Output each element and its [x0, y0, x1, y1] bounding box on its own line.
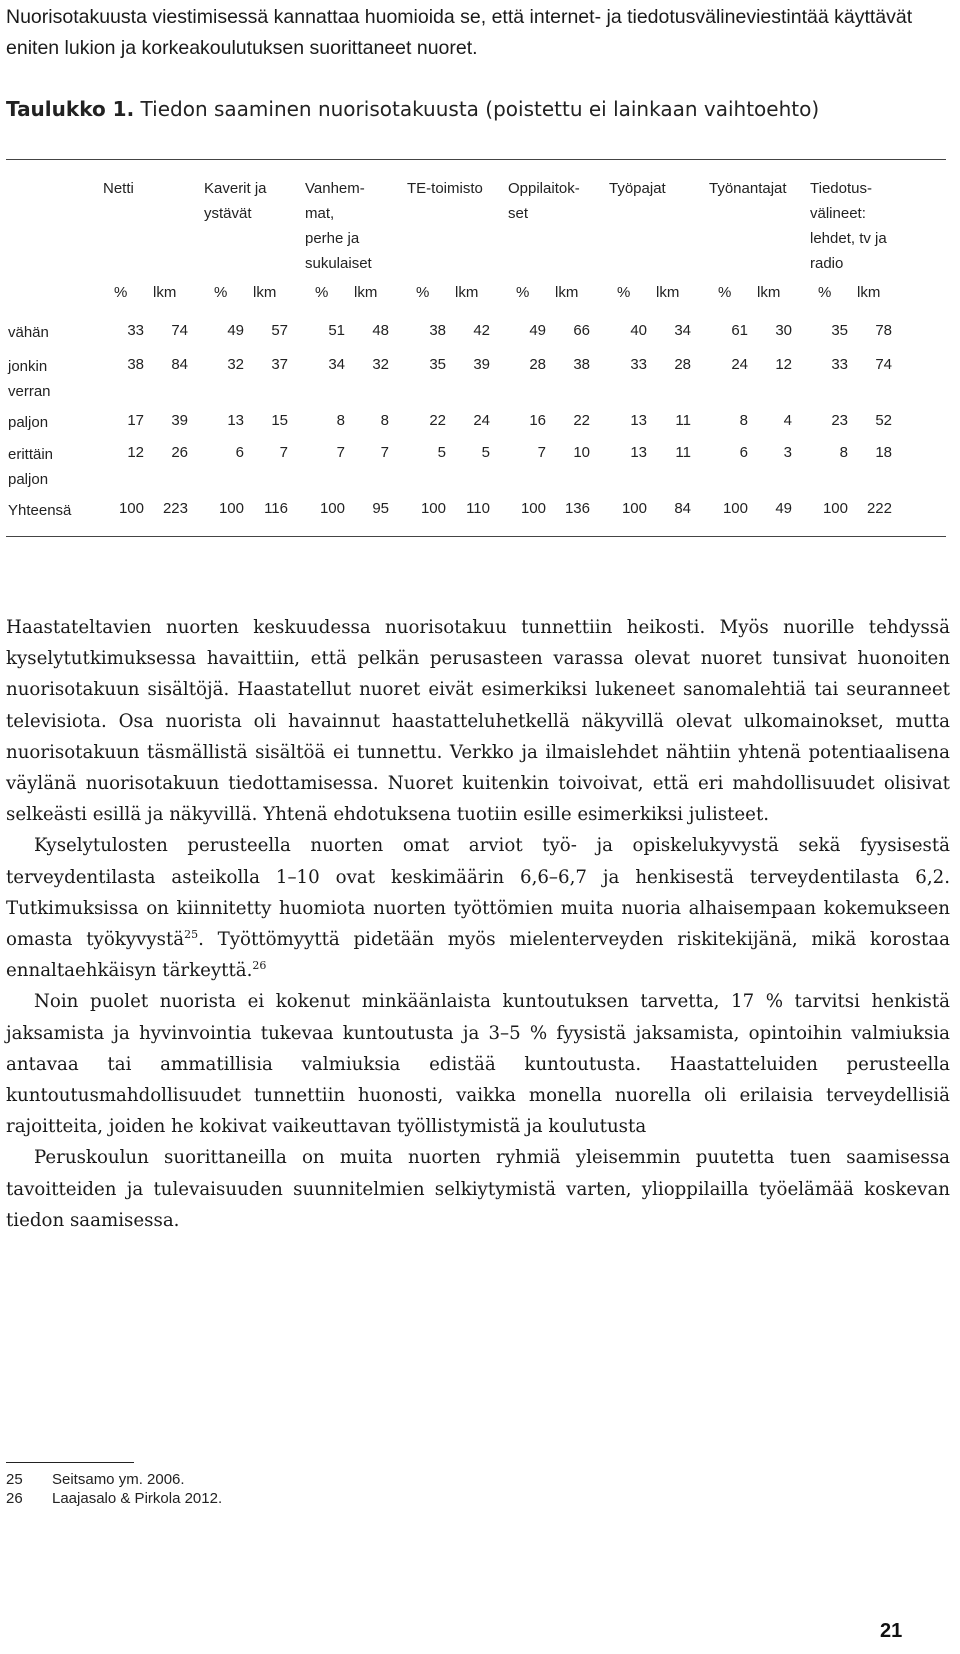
- table-cell: 38: [127, 356, 144, 373]
- table-cell: 8: [739, 412, 748, 429]
- sub-header-count: lkm: [757, 284, 781, 301]
- column-header-line: Netti: [103, 180, 134, 197]
- table-cell: 49: [529, 322, 546, 339]
- body-text: [6, 612, 950, 1236]
- table-cell: 42: [473, 322, 490, 339]
- table-cell: 116: [264, 500, 288, 517]
- table-cell: 40: [630, 322, 647, 339]
- column-header: [305, 176, 372, 276]
- paragraph-3: Noin puolet nuorista ei kokenut minkäänlaista kuntoutuksen tarvetta, 17 % tarvitsi henkistä jaksamista ja hyvinvointia tukevaa kuntoutusta ja 3–5 % fyysistä jaksamista, opintoihin valmiuksia antavaa tai ammatillisia valmiuksia edistää kuntoutusta. Haastatteluiden perusteella kuntoutusmahdollisuudet tunnettiin huonosti, vaikka monella nuorella oli erilaisia terveydellisiä rajoitteita, joiden he kokivat vaikeuttavan työllistymistä ja koulutusta: [6, 991, 950, 1138]
- table-cell: 34: [328, 356, 345, 373]
- footnote-ref-26: 26: [252, 959, 267, 973]
- row-label-line: verran: [8, 383, 51, 400]
- footnote-ref-25: 25: [184, 927, 199, 941]
- table-cell: 74: [875, 356, 892, 373]
- sub-header-count: lkm: [656, 284, 680, 301]
- sub-header-count: lkm: [455, 284, 479, 301]
- table-cell: 32: [227, 356, 244, 373]
- sub-header-percent: %: [718, 284, 732, 301]
- table-cell: 5: [481, 444, 490, 461]
- table-cell: 222: [866, 500, 892, 517]
- table-cell: 48: [372, 322, 389, 339]
- table-cell: 23: [831, 412, 848, 429]
- table-cell: 33: [831, 356, 848, 373]
- table-cell: 32: [372, 356, 389, 373]
- column-header-line: set: [508, 205, 529, 222]
- paragraph-2-text-b: . Työttömyyttä pidetään myös mielenterveyden riskitekijänä, mikä korostaa ennaltaehkäisyn tärkeyttä.: [6, 929, 950, 982]
- table-cell: 57: [271, 322, 288, 339]
- column-header: [204, 176, 267, 226]
- table-cell: 7: [537, 444, 546, 461]
- table-cell: 12: [127, 444, 144, 461]
- footnote-number: 25: [6, 1471, 23, 1488]
- sub-header-count: lkm: [354, 284, 378, 301]
- column-header-line: Tiedotus-: [810, 180, 872, 197]
- table-cell: 6: [235, 444, 244, 461]
- table-cell: 7: [336, 444, 345, 461]
- table-cell: 100: [621, 500, 647, 517]
- table-cell: 52: [875, 412, 892, 429]
- table-cell: 100: [722, 500, 748, 517]
- table-cell: 35: [831, 322, 848, 339]
- table-cell: 100: [319, 500, 345, 517]
- row-label: [8, 498, 71, 523]
- paragraph-2-text-a: Kyselytulosten perusteella nuorten omat arviot työ- ja opiskelukyvystä sekä fyysisestä terveydentilasta asteikolla 1–10 ovat keskimäärin 6,6–6,7 ja henkisestä terveydentilasta 6,2. Tutkimuksissa on kiinnitetty huomiota nuorten työttömien muita nuoria alhaisempaan kokemukseen omasta työkyvystä: [6, 835, 950, 951]
- table-cell: 38: [429, 322, 446, 339]
- table-cell: 100: [118, 500, 144, 517]
- sub-header-count: lkm: [153, 284, 177, 301]
- table-cell: 110: [466, 500, 490, 517]
- table-cell: 24: [731, 356, 748, 373]
- row-label: [8, 442, 53, 492]
- table-caption: [6, 94, 946, 125]
- page-number: 21: [880, 1620, 903, 1642]
- table-cell: 8: [380, 412, 389, 429]
- footnote-text: Seitsamo ym. 2006.: [52, 1471, 185, 1488]
- table-cell: 11: [675, 412, 691, 429]
- row-label-line: Yhteensä: [8, 502, 72, 519]
- table-cell: 3: [783, 444, 792, 461]
- footnote-number: 26: [6, 1490, 23, 1507]
- table-cell: 11: [675, 444, 691, 461]
- column-header: [103, 176, 134, 201]
- sub-header-count: lkm: [555, 284, 579, 301]
- column-header-line: Työpajat: [609, 180, 666, 197]
- table-cell: 100: [420, 500, 446, 517]
- table-cell: 30: [775, 322, 792, 339]
- sub-header-percent: %: [617, 284, 631, 301]
- footnote-26: [6, 1489, 222, 1508]
- column-header-line: Kaverit ja: [204, 180, 267, 197]
- row-label-line: paljon: [8, 471, 49, 488]
- table-cell: 100: [822, 500, 848, 517]
- table-cell: 28: [674, 356, 691, 373]
- table-cell: 34: [674, 322, 691, 339]
- sub-header-count: lkm: [857, 284, 881, 301]
- column-header-line: lehdet, tv ja: [810, 230, 887, 247]
- table-cell: 66: [573, 322, 590, 339]
- table-cell: 49: [775, 500, 792, 517]
- table-cell: 24: [473, 412, 490, 429]
- paragraph-4: Peruskoulun suorittaneilla on muita nuorten ryhmiä yleisemmin puutetta tuen saamisessa tavoitteiden ja tulevaisuuden suunnitelmien selkiytymistä varten, ylioppilailla työelämää koskevan tiedon saamisessa.: [6, 1147, 950, 1231]
- table-caption-label: Taulukko 1.: [6, 97, 135, 121]
- column-header-line: radio: [810, 255, 844, 272]
- table-cell: 12: [775, 356, 792, 373]
- sub-header-percent: %: [416, 284, 430, 301]
- column-header-line: Oppilaitok-: [508, 180, 580, 197]
- table-cell: 18: [875, 444, 892, 461]
- table-cell: 51: [328, 322, 345, 339]
- table-bottom-rule: [6, 536, 946, 537]
- sub-header-percent: %: [516, 284, 530, 301]
- table-cell: 100: [520, 500, 546, 517]
- sub-header-percent: %: [315, 284, 329, 301]
- sub-header-count: lkm: [253, 284, 277, 301]
- table-cell: 84: [674, 500, 691, 517]
- column-header-line: Työnantajat: [709, 180, 787, 197]
- row-label-line: vähän: [8, 324, 49, 341]
- footnote-text: Laajasalo & Pirkola 2012.: [52, 1490, 223, 1507]
- table-top-rule: [6, 159, 946, 160]
- table-cell: 95: [372, 500, 389, 517]
- column-header: [508, 176, 580, 226]
- table-cell: 61: [731, 322, 748, 339]
- row-label-line: paljon: [8, 414, 49, 431]
- table-cell: 33: [127, 322, 144, 339]
- table-cell: 39: [171, 412, 188, 429]
- column-header-line: perhe ja: [305, 230, 360, 247]
- row-label: [8, 410, 48, 435]
- row-label-line: erittäin: [8, 446, 54, 463]
- column-header: [810, 176, 887, 276]
- footnote-divider: [6, 1462, 134, 1463]
- sub-header-percent: %: [114, 284, 128, 301]
- table-cell: 37: [271, 356, 288, 373]
- row-label: [8, 354, 51, 404]
- column-header-line: TE-toimisto: [407, 180, 483, 197]
- table-cell: 22: [429, 412, 446, 429]
- table-cell: 17: [127, 412, 144, 429]
- table-cell: 84: [171, 356, 188, 373]
- row-label-line: jonkin: [8, 358, 48, 375]
- table-cell: 26: [171, 444, 188, 461]
- column-header: [609, 176, 666, 201]
- column-header: [407, 176, 483, 201]
- table-cell: 49: [227, 322, 244, 339]
- table-cell: 8: [839, 444, 848, 461]
- paragraph-2: [6, 830, 950, 986]
- table-cell: 6: [739, 444, 748, 461]
- table-cell: 15: [271, 412, 288, 429]
- table-cell: 38: [573, 356, 590, 373]
- table-cell: 10: [573, 444, 590, 461]
- table-cell: 136: [564, 500, 590, 517]
- table-cell: 16: [529, 412, 546, 429]
- table-cell: 13: [630, 444, 647, 461]
- row-label: [8, 320, 49, 345]
- table-cell: 22: [573, 412, 590, 429]
- column-header-line: mat,: [305, 205, 335, 222]
- sub-header-percent: %: [818, 284, 832, 301]
- table-cell: 8: [336, 412, 345, 429]
- table-cell: 74: [171, 322, 188, 339]
- table-cell: 7: [380, 444, 389, 461]
- table-cell: 223: [162, 500, 188, 517]
- sub-header-percent: %: [214, 284, 228, 301]
- footnote-25: [6, 1470, 185, 1489]
- table-cell: 5: [437, 444, 446, 461]
- table-cell: 13: [630, 412, 647, 429]
- intro-paragraph: Nuorisotakuusta viestimisessä kannattaa huomioida se, että internet- ja tiedotusvälineviestintää käyttävät eniten lukion ja korkeakoulutuksen suorittaneet nuoret.: [6, 6, 913, 59]
- table-cell: 7: [279, 444, 288, 461]
- paragraph-1: Haastateltavien nuorten keskuudessa nuorisotakuu tunnettiin heikosti. Myös nuorille tehdyssä kyselytutkimuksessa havaittiin, että pelkän perusasteen varassa olevat nuoret tunsivat huonoiten nuorisotakuun sisältöjä. Haastatellut nuoret eivät esimerkiksi lukeneet sanomalehtiä tai seuranneet televisiota. Osa nuorista oli havainnut haastatteluhetkellä näkyvillä olevat ulkomainokset, mutta nuorisotakuun täsmällistä sisältöä ei tunnettu. Verkko ja ilmaislehdet nähtiin yhtenä potentiaalisena väylänä nuorisotakuun tiedottamisessa. Nuoret kuitenkin toivoivat, että eri mahdollisuudet olisivat selkeästi esillä ja näkyvillä. Yhtenä ehdotuksena tuotiin esille esimerkiksi julisteet.: [6, 617, 950, 826]
- table-cell: 39: [473, 356, 490, 373]
- table-cell: 100: [218, 500, 244, 517]
- table-cell: 13: [227, 412, 244, 429]
- column-header-line: sukulaiset: [305, 255, 372, 272]
- table-cell: 35: [429, 356, 446, 373]
- column-header-line: Vanhem-: [305, 180, 365, 197]
- table-cell: 78: [875, 322, 892, 339]
- table-caption-text: Tiedon saaminen nuorisotakuusta (poistettu ei lainkaan vaihtoehto): [140, 97, 820, 121]
- table-cell: 28: [529, 356, 546, 373]
- column-header: [709, 176, 787, 201]
- column-header-line: ystävät: [204, 205, 252, 222]
- table-cell: 4: [783, 412, 792, 429]
- column-header-line: välineet:: [810, 205, 866, 222]
- table-cell: 33: [630, 356, 647, 373]
